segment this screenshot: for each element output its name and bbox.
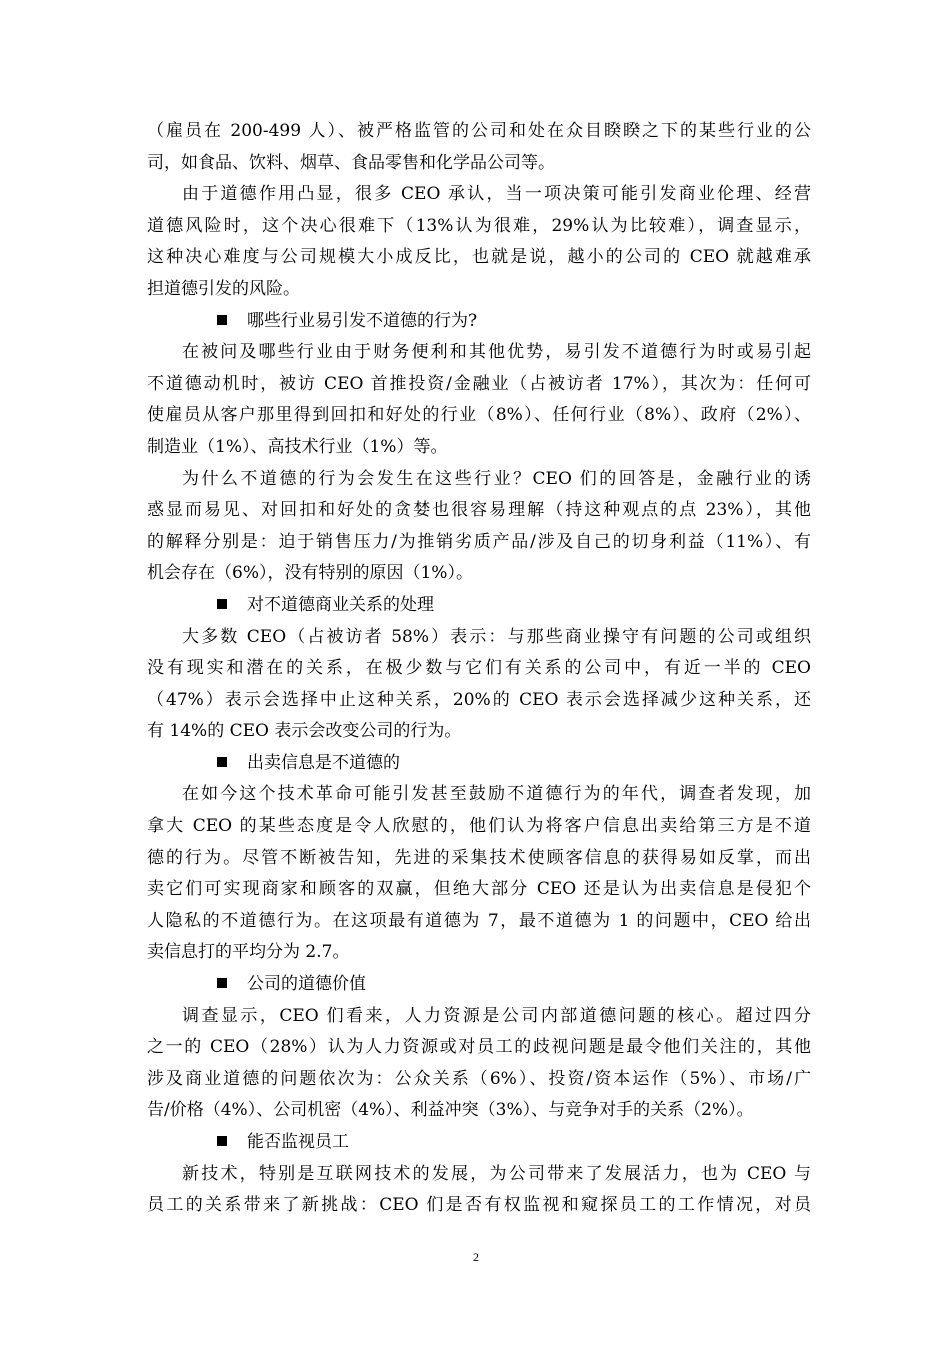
square-bullet-icon <box>217 978 227 988</box>
text-line: 之一的 CEO（28%）认为人力资源或对员工的歧视问题是最令他们关注的，其他 <box>147 1037 811 1058</box>
section-heading <box>147 969 811 1001</box>
text-line: 有 14%的 CEO 表示会改变公司的行为。 <box>147 721 462 742</box>
text-line: 拿大 CEO 的某些态度是令人欣慰的，他们认为将客户信息出卖给第三方是不道 <box>147 816 811 837</box>
section-heading <box>147 590 811 622</box>
page-number: 2 <box>473 1250 479 1264</box>
text-line: 新技术，特别是互联网技术的发展，为公司带来了发展活力，也为 CEO 与 <box>182 1163 811 1184</box>
text-line: 卖它们可实现商家和顾客的双赢，但绝大部分 CEO 还是认为出卖信息是侵犯个 <box>147 879 811 900</box>
text-line: 这种决心难度与公司规模大小成反比，也就是说，越小的公司的 CEO 就越难承 <box>147 247 811 268</box>
text-line: 担道德引发的风险。 <box>147 278 300 299</box>
square-bullet-icon <box>217 599 227 609</box>
text-line: 员工的关系带来了新挑战：CEO 们是否有权监视和窥探员工的工作情况，对员 <box>147 1195 811 1216</box>
text-line: 使雇员从客户那里得到回扣和好处的行业（8%）、任何行业（8%）、政府（2%）、 <box>147 405 811 426</box>
text-line: 在被问及哪些行业由于财务便利和其他优势，易引发不道德行为时或易引起 <box>182 342 811 363</box>
section-heading <box>147 748 811 780</box>
text-line: 制造业（1%）、高技术行业（1%）等。 <box>147 436 448 457</box>
square-bullet-icon <box>217 315 227 325</box>
section-heading-text: 对不道德商业关系的处理 <box>247 594 434 615</box>
text-line: 不道德动机时，被访 CEO 首推投资/金融业（占被访者 17%），其次为：任何可 <box>147 373 811 394</box>
section-heading-text: 能否监视员工 <box>247 1132 349 1152</box>
text-line: 机会存在（6%），没有特别的原因（1%）。 <box>147 563 473 584</box>
text-line: 大多数 CEO（占被访者 58%）表示：与那些商业操守有问题的公司或组织 <box>182 626 811 647</box>
section-heading-text: 公司的道德价值 <box>247 974 366 995</box>
text-line: 调查显示，CEO 们看来，人力资源是公司内部道德问题的核心。超过四分 <box>182 1005 811 1026</box>
text-line: 告/价格（4%）、公司机密（4%）、利益冲突（3%）、与竞争对手的关系（2%）。 <box>147 1100 754 1121</box>
text-line: 没有现实和潜在的关系，在极少数与它们有关系的公司中，有近一半的 CEO <box>147 658 811 679</box>
text-line: 为什么不道德的行为会发生在这些行业？CEO 们的回答是，金融行业的诱 <box>182 468 811 489</box>
text-line: 惑显而易见、对回扣和好处的贪婪也很容易理解（持这种观点的点 23%），其他 <box>147 500 811 521</box>
text-line: （雇员在 200-499 人）、被严格监管的公司和处在众目睽睽之下的某些行业的公 <box>147 121 811 141</box>
section-heading <box>147 1127 811 1159</box>
text-line: 卖信息打的平均分为 2.7。 <box>147 942 350 963</box>
text-line: 由于道德作用凸显，很多 CEO 承认，当一项决策可能引发商业伦理、经营 <box>182 184 811 205</box>
text-line: 人隐私的不道德行为。在这项最有道德为 7，最不道德为 1 的问题中，CEO 给出 <box>147 910 811 931</box>
square-bullet-icon <box>217 1136 227 1146</box>
body-text <box>147 116 811 1222</box>
text-line: 的解释分别是：迫于销售压力/为推销劣质产品/涉及自己的切身利益（11%）、有 <box>147 531 811 552</box>
text-line: 涉及商业道德的问题依次为：公众关系（6%）、投资/资本运作（5%）、市场/广 <box>147 1068 811 1089</box>
square-bullet-icon <box>217 757 227 767</box>
text-line: 道德风险时，这个决心很难下（13%认为很难，29%认为比较难），调查显示， <box>147 215 811 236</box>
section-heading-text: 哪些行业易引发不道德的行为? <box>247 310 478 331</box>
section-heading-text: 出卖信息是不道德的 <box>247 752 400 773</box>
text-line: 司，如食品、饮料、烟草、食品零售和化学品公司等。 <box>147 152 555 173</box>
section-heading <box>147 306 811 338</box>
text-line: （47%）表示会选择中止这种关系，20%的 CEO 表示会选择减少这种关系，还 <box>147 689 811 710</box>
text-line: 德的行为。尽管不断被告知，先进的采集技术使顾客信息的获得易如反掌，而出 <box>147 847 811 868</box>
text-line: 在如今这个技术革命可能引发甚至鼓励不道德行为的年代，调查者发现，加 <box>182 784 811 805</box>
